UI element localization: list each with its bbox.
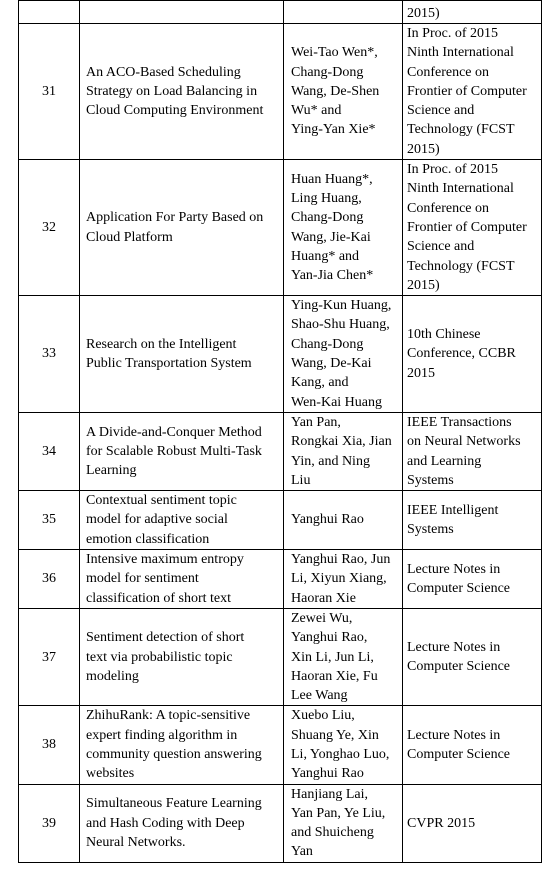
row-number: 36	[19, 550, 80, 609]
author-line: Shuang Ye, Xin	[291, 727, 379, 743]
author-line: Wu* and	[291, 103, 342, 119]
paper-authors	[284, 296, 403, 413]
title-line: Learning	[86, 463, 137, 479]
title-line: Contextual sentiment topic	[86, 493, 237, 509]
continuation-authors-cell	[284, 1, 403, 24]
paper-authors	[284, 608, 403, 705]
title-line: Research on the Intelligent	[86, 336, 237, 352]
row-number: 37	[19, 608, 80, 705]
venue-line: 10th Chinese	[407, 327, 481, 343]
author-line: Yan Pan, Ye Liu,	[291, 805, 386, 821]
row-number: 31	[19, 24, 80, 160]
paper-venue	[403, 296, 542, 413]
continuation-number-cell	[19, 1, 80, 24]
title-line: emotion classification	[86, 531, 210, 547]
author-line: Ying-Yan Xie*	[291, 122, 376, 138]
paper-title	[80, 296, 284, 413]
title-line: Strategy on Load Balancing in	[86, 83, 258, 99]
author-line: Wang, De-Shen	[291, 83, 380, 99]
venue-line: IEEE Transactions	[407, 414, 512, 430]
author-line: Kang, and	[291, 375, 349, 391]
title-line: websites	[86, 766, 135, 782]
title-line: classification of short text	[86, 590, 232, 606]
continuation-venue-cell	[403, 1, 542, 24]
table-row	[19, 550, 542, 609]
venue-line: Systems	[407, 472, 454, 488]
row-number: 38	[19, 706, 80, 784]
venue-line: Technology (FCST	[407, 258, 515, 274]
author-line: Wen-Kai Huang	[291, 394, 383, 410]
author-line: Xuebo Liu,	[291, 708, 355, 724]
author-line: Yan	[291, 844, 313, 860]
title-line: Simultaneous Feature Learning	[86, 796, 262, 812]
title-line: text via probabilistic topic	[86, 649, 233, 665]
row-number: 33	[19, 296, 80, 413]
author-line: Liu	[291, 472, 311, 488]
venue-line: on Neural Networks	[407, 434, 521, 450]
author-line: Chang-Dong	[291, 210, 364, 226]
table-row	[19, 412, 542, 490]
author-line: Li, Xiyun Xiang,	[291, 571, 387, 587]
venue-line: Science and	[407, 239, 475, 255]
author-line: Huang* and	[291, 248, 360, 264]
author-line: Xin Li, Jun Li,	[291, 649, 374, 665]
venue-line: 2015)	[407, 5, 440, 21]
venue-line: Science and	[407, 103, 475, 119]
title-line: model for adaptive social	[86, 512, 228, 528]
author-line: Hanjiang Lai,	[291, 786, 368, 802]
author-line: and Shuicheng	[291, 825, 374, 841]
author-line: Chang-Dong	[291, 64, 364, 80]
paper-title	[80, 608, 284, 705]
author-line: Huan Huang*,	[291, 171, 373, 187]
paper-venue	[403, 550, 542, 609]
title-line: Cloud Platform	[86, 229, 173, 245]
title-line: expert finding algorithm in	[86, 727, 238, 743]
author-line: Yanghui Rao	[291, 512, 364, 528]
paper-title	[80, 24, 284, 160]
paper-venue	[403, 706, 542, 784]
venue-line: Conference on	[407, 200, 490, 216]
paper-authors	[284, 784, 403, 862]
table-row	[19, 491, 542, 550]
paper-venue	[403, 491, 542, 550]
venue-line: Conference, CCBR	[407, 346, 516, 362]
title-line: and Hash Coding with Deep	[86, 815, 245, 831]
venue-line: Systems	[407, 522, 454, 538]
venue-line: Frontier of Computer	[407, 83, 527, 99]
title-line: community question answering	[86, 746, 262, 762]
author-line: Yin, and Ning	[291, 453, 370, 469]
author-line: Yan Pan,	[291, 414, 341, 430]
venue-line: CVPR 2015	[407, 815, 476, 831]
paper-venue	[403, 24, 542, 160]
venue-line: Computer Science	[407, 580, 511, 596]
title-line: Intensive maximum entropy	[86, 552, 244, 568]
paper-title	[80, 706, 284, 784]
author-line: Wei-Tao Wen*,	[291, 45, 378, 61]
title-line: An ACO-Based Scheduling	[86, 64, 241, 80]
venue-line: Lecture Notes in	[407, 639, 501, 655]
table-row	[19, 24, 542, 160]
paper-authors	[284, 550, 403, 609]
author-line: Wang, Jie-Kai	[291, 229, 371, 245]
paper-authors	[284, 412, 403, 490]
author-line: Ling Huang,	[291, 191, 362, 207]
row-number: 35	[19, 491, 80, 550]
author-line: Li, Yonghao Luo,	[291, 746, 390, 762]
venue-line: 2015)	[407, 141, 440, 157]
venue-line: Computer Science	[407, 746, 511, 762]
paper-authors	[284, 160, 403, 296]
author-line: Chang-Dong	[291, 336, 364, 352]
venue-line: Ninth International	[407, 181, 514, 197]
author-line: Yanghui Rao,	[291, 630, 368, 646]
table-row	[19, 706, 542, 784]
title-line: Neural Networks.	[86, 834, 186, 850]
author-line: Lee Wang	[291, 688, 348, 704]
title-line: Application For Party Based on	[86, 210, 264, 226]
table-row	[19, 296, 542, 413]
venue-line: Conference on	[407, 64, 490, 80]
author-line: Yanghui Rao	[291, 766, 364, 782]
title-line: for Scalable Robust Multi-Task	[86, 443, 262, 459]
title-line: Cloud Computing Environment	[86, 103, 264, 119]
venue-line: and Learning	[407, 453, 482, 469]
paper-venue	[403, 412, 542, 490]
title-line: Public Transportation System	[86, 356, 252, 372]
author-line: Shao-Shu Huang,	[291, 317, 390, 333]
venue-line: Computer Science	[407, 659, 511, 675]
continuation-title-cell	[80, 1, 284, 24]
title-line: Sentiment detection of short	[86, 630, 245, 646]
paper-authors	[284, 491, 403, 550]
paper-title	[80, 491, 284, 550]
venue-line: IEEE Intelligent	[407, 502, 499, 518]
title-line: model for sentiment	[86, 571, 199, 587]
title-line: modeling	[86, 668, 139, 684]
author-line: Wang, De-Kai	[291, 356, 372, 372]
author-line: Haoran Xie	[291, 590, 356, 606]
table-row	[19, 160, 542, 296]
paper-title	[80, 412, 284, 490]
venue-line: 2015)	[407, 277, 440, 293]
author-line: Haoran Xie, Fu	[291, 668, 378, 684]
paper-title	[80, 784, 284, 862]
table-row	[19, 608, 542, 705]
publications-table	[18, 0, 542, 863]
paper-authors	[284, 706, 403, 784]
venue-line: Technology (FCST	[407, 122, 515, 138]
continuation-row	[19, 1, 542, 24]
author-line: Yan-Jia Chen*	[291, 268, 374, 284]
author-line: Yanghui Rao, Jun	[291, 552, 391, 568]
publications-table-body	[19, 1, 542, 863]
venue-line: Lecture Notes in	[407, 727, 501, 743]
venue-line: In Proc. of 2015	[407, 26, 498, 41]
paper-venue	[403, 608, 542, 705]
paper-authors	[284, 24, 403, 160]
venue-line: Frontier of Computer	[407, 219, 527, 235]
venue-line: Ninth International	[407, 45, 514, 61]
author-line: Ying-Kun Huang,	[291, 298, 392, 314]
paper-venue	[403, 784, 542, 862]
paper-title	[80, 550, 284, 609]
paper-title	[80, 160, 284, 296]
venue-line: 2015	[407, 365, 435, 381]
row-number: 34	[19, 412, 80, 490]
title-line: ZhihuRank: A topic-sensitive	[86, 708, 251, 724]
venue-line: Lecture Notes in	[407, 561, 501, 577]
author-line: Rongkai Xia, Jian	[291, 434, 392, 450]
venue-line: In Proc. of 2015	[407, 162, 498, 178]
row-number: 32	[19, 160, 80, 296]
author-line: Zewei Wu,	[291, 610, 353, 626]
paper-venue	[403, 160, 542, 296]
row-number: 39	[19, 784, 80, 862]
title-line: A Divide-and-Conquer Method	[86, 424, 262, 440]
table-row	[19, 784, 542, 862]
